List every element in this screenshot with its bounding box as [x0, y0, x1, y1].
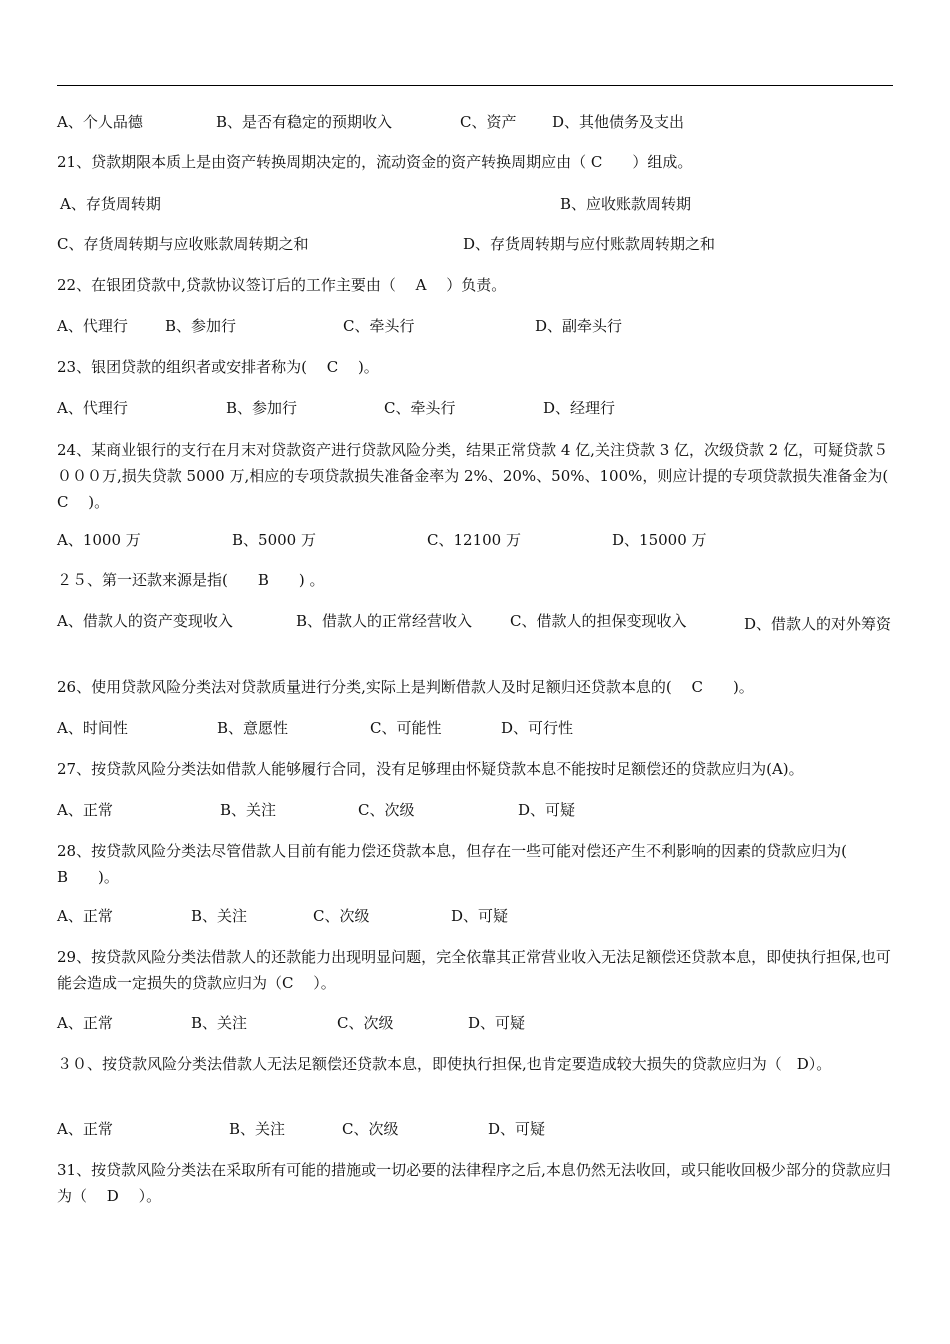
question-31: 31、按贷款风险分类法在采取所有可能的措施或一切必要的法律程序之后,本息仍然无法收回，或只能收回极少部分的贷款应归为（ D ）。 — [57, 1161, 891, 1205]
q20-option-c: C、资产 — [460, 113, 517, 131]
q30-option-b: B、关注 — [229, 1120, 286, 1138]
question-28: 28、按贷款风险分类法尽管借款人目前有能力偿还贷款本息，但存在一些可能对偿还产生不利影响的因素的贷款应归为( B )。 — [57, 842, 867, 886]
q21-option-b: B、应收账款周转期 — [560, 195, 692, 213]
q20-option-a: A、个人品德 — [57, 113, 143, 131]
q21-option-c: C、存货周转期与应收账款周转期之和 — [57, 235, 309, 253]
q24-option-c: C、12100 万 — [427, 531, 521, 549]
question-30: ３０、按贷款风险分类法借款人无法足额偿还贷款本息，即使执行担保,也肯定要造成较大损失的贷款应归为（ D）。 — [57, 1055, 832, 1073]
q27-option-a: A、正常 — [57, 801, 113, 819]
q22-option-c: C、牵头行 — [343, 317, 415, 335]
q30-option-d: D、可疑 — [488, 1120, 546, 1138]
q21-option-d: D、存货周转期与应付账款周转期之和 — [463, 235, 716, 253]
q24-option-b: B、5000 万 — [232, 531, 316, 549]
header-rule — [57, 85, 893, 86]
q29-option-d: D、可疑 — [468, 1014, 526, 1032]
question-21: 21、贷款期限本质上是由资产转换周期决定的，流动资金的资产转换周期应由（ C ）组成。 — [57, 153, 693, 171]
q26-option-d: D、可行性 — [501, 719, 574, 737]
q25-option-c: C、借款人的担保变现收入 — [510, 612, 687, 630]
q23-option-b: B、参加行 — [226, 399, 298, 417]
q28-option-b: B、关注 — [191, 907, 248, 925]
question-23: 23、银团贷款的组织者或安排者称为( C )。 — [57, 358, 379, 376]
question-27: 27、按贷款风险分类法如借款人能够履行合同，没有足够理由怀疑贷款本息不能按时足额偿还的贷款应归为(A)。 — [57, 760, 804, 778]
q25-option-a: A、借款人的资产变现收入 — [57, 612, 233, 630]
question-26: 26、使用贷款风险分类法对贷款质量进行分类,实际上是判断借款人及时足额归还贷款本息的( C )。 — [57, 678, 754, 696]
question-24: 24、某商业银行的支行在月末对贷款资产进行贷款风险分类，结果正常贷款 4 亿,关注贷款 3 亿，次级贷款 2 亿，可疑贷款５０００万,损失贷款 5000 万,相应的专项贷款损失准备金率为 2%、20%、50%、100%，则应计提的专项贷款损失准备金为( C )。 — [57, 441, 909, 511]
q30-option-c: C、次级 — [342, 1120, 399, 1138]
q29-option-c: C、次级 — [337, 1014, 394, 1032]
q25-option-d: D、借款人的对外筹资 — [744, 615, 892, 633]
q23-option-d: D、经理行 — [543, 399, 616, 417]
q22-option-a: A、代理行 — [57, 317, 128, 335]
q27-option-d: D、可疑 — [518, 801, 576, 819]
question-22: 22、在银团贷款中,贷款协议签订后的工作主要由（ A ）负责。 — [57, 276, 507, 294]
q21-option-a: A、存货周转期 — [60, 195, 161, 213]
q24-option-a: A、1000 万 — [57, 531, 141, 549]
q27-option-c: C、次级 — [358, 801, 415, 819]
question-29: 29、按贷款风险分类法借款人的还款能力出现明显问题，完全依靠其正常营业收入无法足额偿还贷款本息，即使执行担保,也可能会造成一定损失的贷款应归为（C ）。 — [57, 948, 891, 992]
q26-option-c: C、可能性 — [370, 719, 442, 737]
q26-option-b: B、意愿性 — [217, 719, 289, 737]
q28-option-c: C、次级 — [313, 907, 370, 925]
q24-option-d: D、15000 万 — [612, 531, 707, 549]
q30-option-a: A、正常 — [57, 1120, 113, 1138]
q29-option-a: A、正常 — [57, 1014, 113, 1032]
question-25: ２５、第一还款来源是指( B ) 。 — [57, 571, 325, 589]
q23-option-c: C、牵头行 — [384, 399, 456, 417]
q25-option-b: B、借款人的正常经营收入 — [296, 612, 473, 630]
q20-option-d: D、其他债务及支出 — [552, 113, 685, 131]
q28-option-d: D、可疑 — [451, 907, 509, 925]
q28-option-a: A、正常 — [57, 907, 113, 925]
q29-option-b: B、关注 — [191, 1014, 248, 1032]
q20-option-b: B、是否有稳定的预期收入 — [216, 113, 393, 131]
q23-option-a: A、代理行 — [57, 399, 128, 417]
q22-option-d: D、副牵头行 — [535, 317, 623, 335]
q27-option-b: B、关注 — [220, 801, 277, 819]
q26-option-a: A、时间性 — [57, 719, 128, 737]
q22-option-b: B、参加行 — [165, 317, 237, 335]
